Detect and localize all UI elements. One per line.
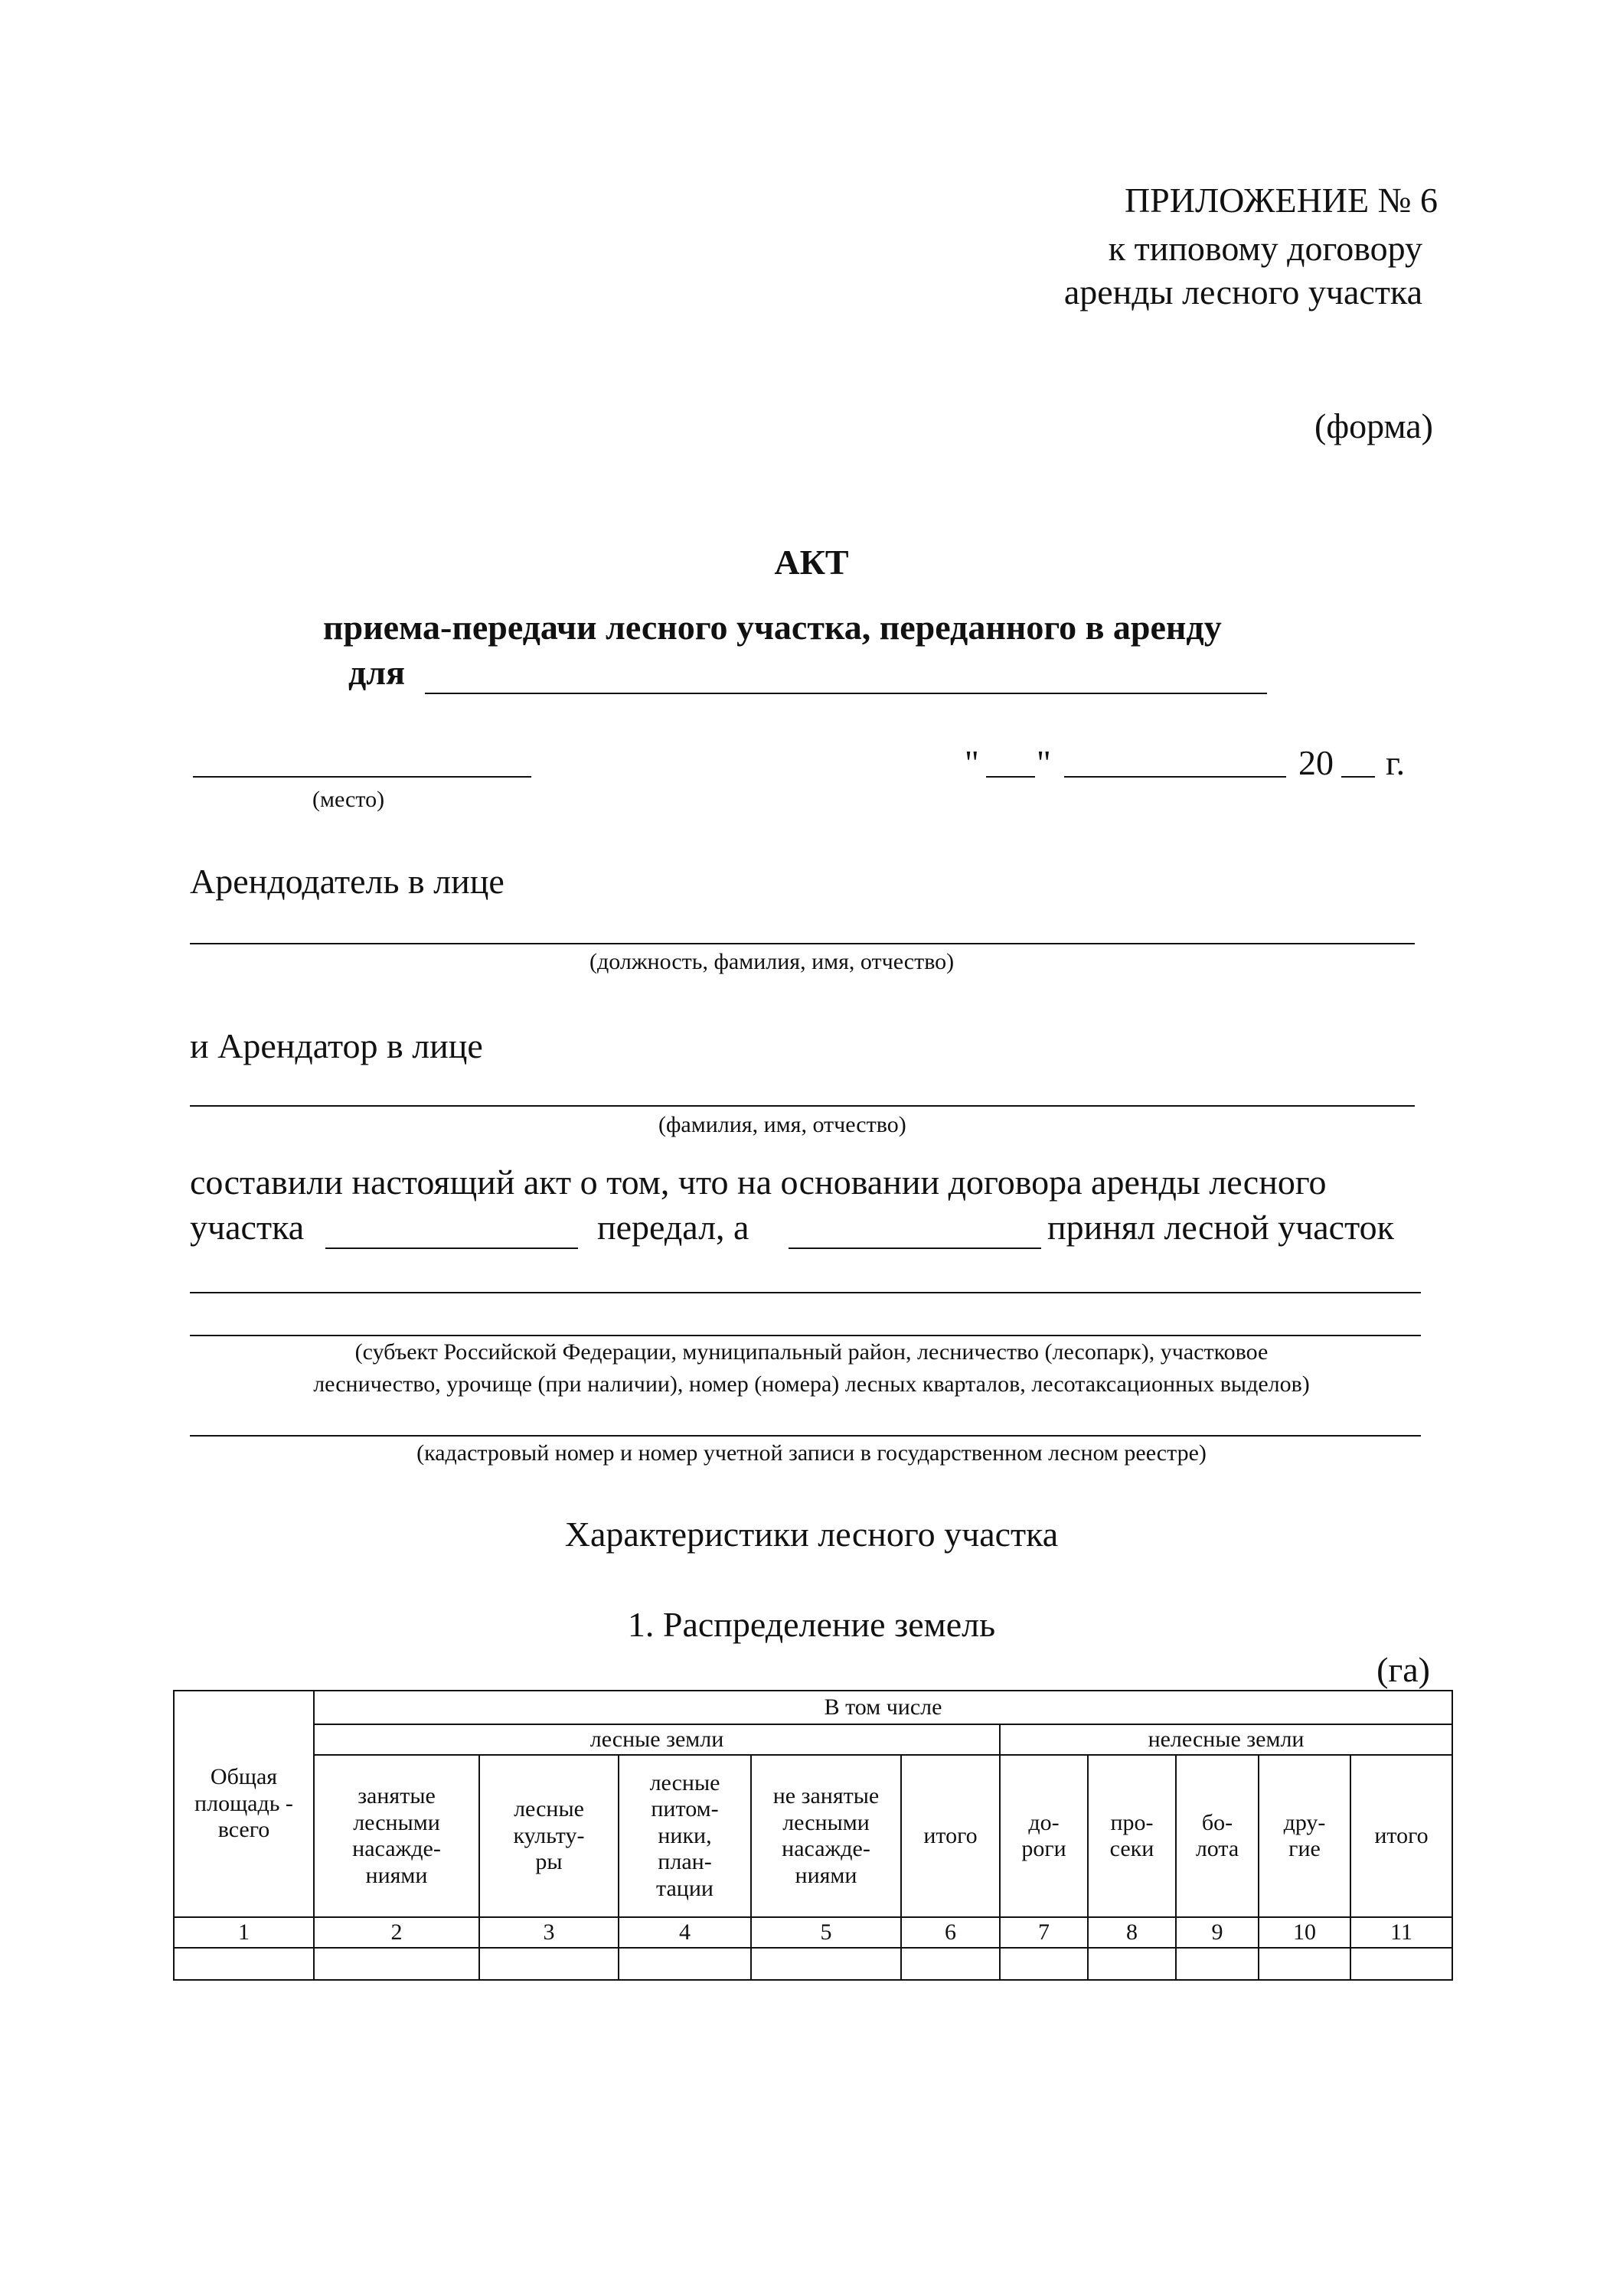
table-cell-empty[interactable]: [751, 1948, 901, 1980]
lessee-caption: (фамилия, имя, отчество): [658, 1112, 906, 1137]
statement-line-1: составили настоящий акт о том, что на основании договора аренды лесного: [190, 1163, 1327, 1202]
table-cell-empty[interactable]: [314, 1948, 479, 1980]
column-number: 9: [1176, 1917, 1259, 1948]
table-cell-empty[interactable]: [1088, 1948, 1176, 1980]
header-col-cultures: лесные культу- ры: [479, 1755, 619, 1917]
header-col-forest-total: итого: [901, 1755, 1000, 1917]
table-row-numbers: [174, 1917, 1452, 1948]
section-1-heading: 1. Распределение земель: [627, 1605, 996, 1644]
lessee-short-blank[interactable]: [789, 1247, 1041, 1249]
header-col-roads: до- роги: [1000, 1755, 1088, 1917]
cadastral-caption: (кадастровый номер и номер учетной записи в государственном лесном реестре): [416, 1440, 1207, 1466]
column-number: 7: [1000, 1917, 1088, 1948]
statement-word-1: участка: [190, 1208, 305, 1247]
table-cell-empty[interactable]: [1259, 1948, 1350, 1980]
table-cell-empty[interactable]: [174, 1948, 314, 1980]
year-suffix: г.: [1386, 743, 1406, 782]
table-cell-empty[interactable]: [901, 1948, 1000, 1980]
place-caption: (место): [312, 787, 385, 812]
column-number: 10: [1259, 1917, 1350, 1948]
act-subtitle: приема-передачи лесного участка, переданного в аренду: [323, 608, 1222, 647]
location-blank-line-2[interactable]: [190, 1335, 1421, 1336]
form-label: (форма): [1314, 406, 1433, 445]
header-col-swamps: бо- лота: [1176, 1755, 1259, 1917]
column-number: 3: [479, 1917, 619, 1948]
header-col-nonforest-total: итого: [1350, 1755, 1452, 1917]
table-cell-empty[interactable]: [479, 1948, 619, 1980]
lessor-caption: (должность, фамилия, имя, отчество): [589, 949, 955, 974]
column-number: 8: [1088, 1917, 1176, 1948]
month-blank-line[interactable]: [1064, 776, 1286, 778]
column-number: 11: [1350, 1917, 1452, 1948]
column-number: 5: [751, 1917, 901, 1948]
header-forest-lands: лесные земли: [314, 1724, 1000, 1755]
location-caption-1: (субъект Российской Федерации, муниципальный район, лесничество (лесопарк), участковое: [354, 1339, 1269, 1365]
header-col-occupied: занятые лесными насажде- ниями: [314, 1755, 479, 1917]
land-distribution-table: [173, 1690, 1453, 1981]
header-col-other: дру- гие: [1259, 1755, 1350, 1917]
appendix-title: ПРИЛОЖЕНИЕ № 6: [1124, 181, 1438, 220]
place-blank-line[interactable]: [193, 776, 531, 778]
lessor-blank-line[interactable]: [190, 943, 1415, 944]
table-cell-empty[interactable]: [1000, 1948, 1088, 1980]
location-caption-2: лесничество, урочище (при наличии), номер (номера) лесных кварталов, лесотаксационных выделов): [313, 1371, 1310, 1397]
header-total-area: Общая площадь - всего: [174, 1691, 314, 1917]
lessor-short-blank[interactable]: [325, 1247, 578, 1249]
cadastral-blank-line[interactable]: [190, 1435, 1421, 1437]
lessor-label: Арендодатель в лице: [190, 862, 505, 901]
for-blank-line[interactable]: [425, 693, 1267, 694]
date-quote-close: ": [1037, 743, 1051, 782]
table-cell-empty[interactable]: [1176, 1948, 1259, 1980]
header-col-unoccupied: не занятые лесными насажде- ниями: [751, 1755, 901, 1917]
table-cell-empty[interactable]: [619, 1948, 751, 1980]
date-quote-open: ": [965, 743, 979, 782]
lessee-blank-line[interactable]: [190, 1105, 1415, 1107]
header-col-clearings: про- секи: [1088, 1755, 1176, 1917]
column-number: 2: [314, 1917, 479, 1948]
appendix-line-2: к типовому договору: [1108, 229, 1422, 268]
header-including: В том числе: [314, 1691, 1452, 1724]
act-title: АКТ: [774, 543, 849, 582]
lessee-label: и Арендатор в лице: [190, 1026, 483, 1065]
statement-word-2: передал, а: [597, 1208, 749, 1247]
year-blank-line[interactable]: [1341, 776, 1375, 778]
table-cell-empty[interactable]: [1350, 1948, 1452, 1980]
column-number: 6: [901, 1917, 1000, 1948]
table-row-empty: [174, 1948, 1452, 1980]
column-number: 4: [619, 1917, 751, 1948]
location-blank-line-1[interactable]: [190, 1292, 1421, 1293]
day-blank-line[interactable]: [986, 776, 1035, 778]
characteristics-heading: Характеристики лесного участка: [564, 1515, 1059, 1554]
header-nonforest-lands: нелесные земли: [1000, 1724, 1452, 1755]
statement-word-3: принял лесной участок: [1047, 1208, 1394, 1247]
appendix-line-3: аренды лесного участка: [1063, 272, 1422, 311]
column-number: 1: [174, 1917, 314, 1948]
year-prefix: 20: [1298, 743, 1334, 782]
header-col-nurseries: лесные питом- ники, план- тации: [619, 1755, 751, 1917]
for-label: для: [348, 653, 405, 692]
unit-label: (га): [1376, 1650, 1430, 1689]
